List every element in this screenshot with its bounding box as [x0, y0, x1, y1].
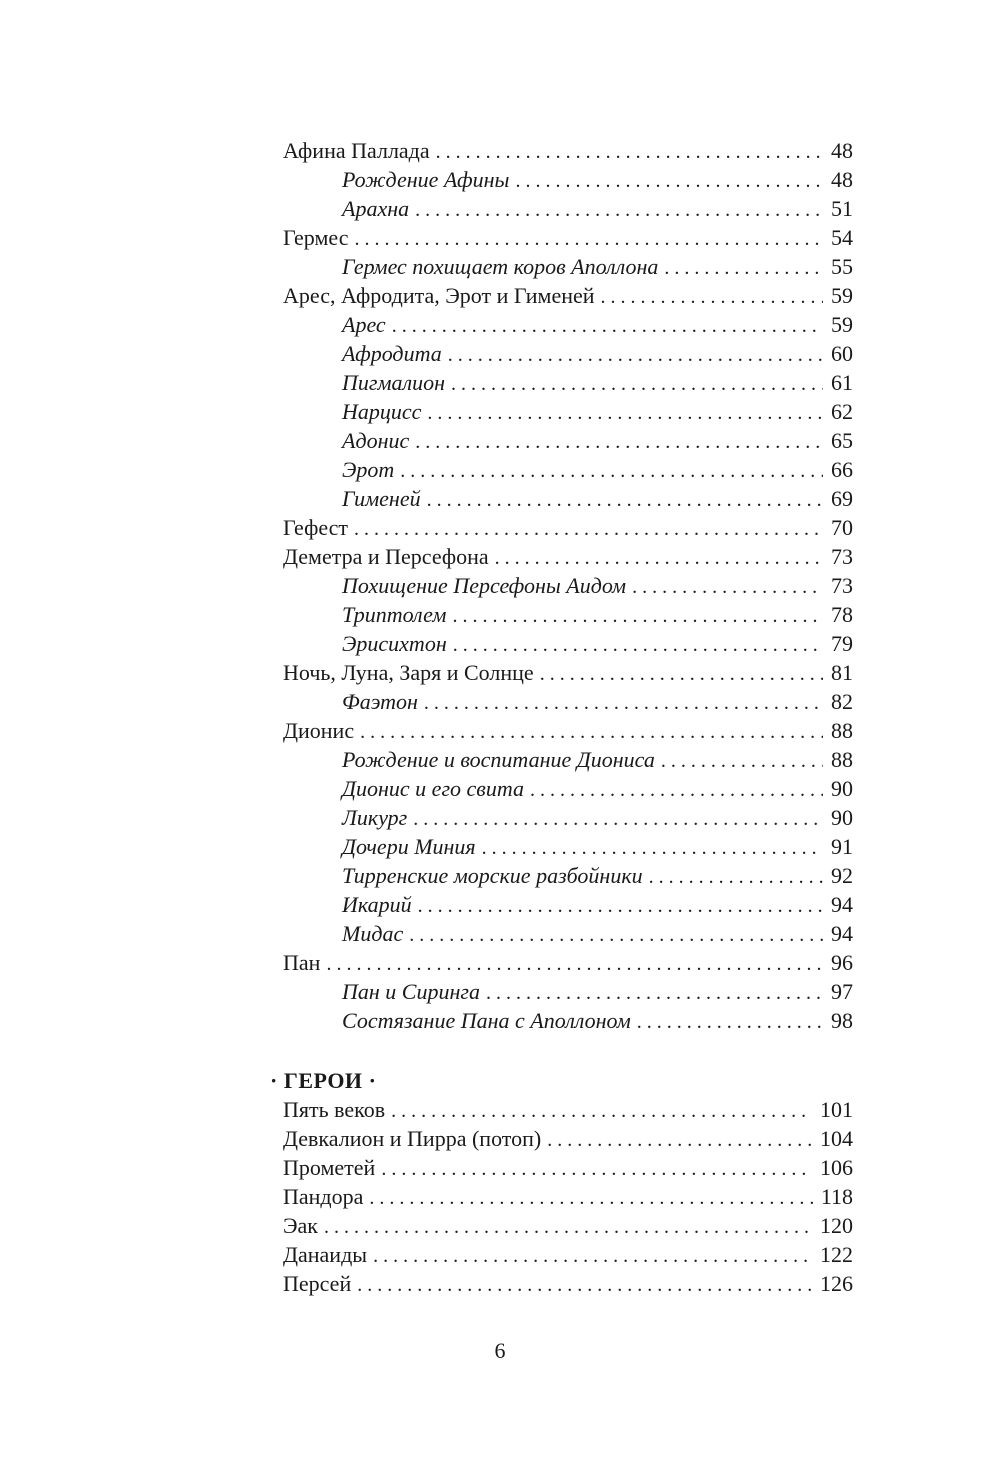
toc-dot-leader: [601, 283, 823, 312]
toc-entry-title: Гермес похищает коров Аполлона: [342, 254, 659, 279]
toc-entry-page: 48: [831, 167, 853, 192]
toc-dot-leader: [369, 1184, 812, 1213]
toc-entry-title: Гименей: [342, 486, 421, 511]
toc-entry-page: 73: [831, 573, 853, 598]
toc-entry-title: Рождение и воспитание Диониса: [342, 747, 655, 772]
toc-entry[interactable]: [283, 803, 853, 832]
toc-entry[interactable]: [283, 948, 853, 977]
toc-entry-page: 101: [820, 1097, 853, 1122]
toc-entry[interactable]: [283, 484, 853, 513]
toc-entry-page: 120: [820, 1213, 853, 1238]
toc-entry-page: 98: [831, 1008, 853, 1033]
toc-entry-page: 91: [831, 834, 853, 859]
toc-entry-title: Дионис: [283, 718, 355, 743]
toc-entry-page: 118: [820, 1184, 853, 1209]
toc-entry[interactable]: [283, 1095, 853, 1124]
heading-bullet-right: ·: [368, 1068, 377, 1093]
toc-dot-leader: [448, 341, 823, 370]
toc-entry-title: Девкалион и Пирра (потоп): [283, 1126, 542, 1151]
toc-dot-leader: [381, 1155, 812, 1184]
toc-entry-title: Пять веков: [283, 1097, 386, 1122]
toc-entry-page: 54: [831, 225, 853, 250]
toc-entry[interactable]: [283, 281, 853, 310]
toc-dot-leader: [427, 486, 823, 515]
toc-entry-title: Арес: [342, 312, 386, 337]
toc-dot-leader: [400, 457, 823, 486]
toc-entry-page: 65: [831, 428, 853, 453]
toc-entry-title: Пандора: [283, 1184, 364, 1209]
toc-entry-page: 97: [831, 979, 853, 1004]
toc-entry-page: 88: [831, 718, 853, 743]
toc-entry-title: Нарцисс: [342, 399, 422, 424]
toc-entry[interactable]: [283, 1182, 853, 1211]
toc-dot-leader: [547, 1126, 812, 1155]
toc-dot-leader: [649, 863, 823, 892]
toc-entry[interactable]: [283, 542, 853, 571]
toc-entry-title: Состязание Пана с Аполлоном: [342, 1008, 631, 1033]
toc-entry[interactable]: [283, 1124, 853, 1153]
toc-dot-leader: [354, 515, 823, 544]
toc-entry[interactable]: [283, 832, 853, 861]
toc-entry[interactable]: [283, 629, 853, 658]
toc-dot-leader: [413, 805, 823, 834]
toc-entry-title: Эак: [283, 1213, 318, 1238]
toc-entry-page: 79: [831, 631, 853, 656]
toc-entry-page: 106: [820, 1155, 853, 1180]
toc-dot-leader: [357, 1271, 812, 1300]
toc-entry[interactable]: [283, 165, 853, 194]
toc-dot-leader: [530, 776, 823, 805]
toc-dot-leader: [452, 602, 823, 631]
toc-entry-title: Арес, Афродита, Эрот и Гименей: [283, 283, 595, 308]
toc-entry-page: 48: [831, 138, 853, 163]
toc-entry-page: 90: [831, 805, 853, 830]
toc-list-gods: [283, 136, 853, 1035]
toc-entry-page: 78: [831, 602, 853, 627]
section-heading-heroes: [270, 1066, 376, 1095]
toc-entry[interactable]: [283, 426, 853, 455]
toc-entry-page: 59: [831, 312, 853, 337]
toc-entry-page: 81: [831, 660, 853, 685]
toc-dot-leader: [326, 950, 823, 979]
toc-entry-page: 122: [820, 1242, 853, 1267]
toc-dot-leader: [354, 225, 823, 254]
toc-entry-page: 59: [831, 283, 853, 308]
toc-entry-page: 70: [831, 515, 853, 540]
toc-entry-title: Фаэтон: [342, 689, 418, 714]
toc-entry[interactable]: [283, 977, 853, 1006]
toc-entry-title: Тирренские морские разбойники: [342, 863, 643, 888]
toc-entry[interactable]: [283, 600, 853, 629]
toc-entry[interactable]: [283, 1211, 853, 1240]
toc-dot-leader: [495, 544, 823, 573]
toc-entry-page: 82: [831, 689, 853, 714]
toc-entry-title: Арахна: [342, 196, 410, 221]
toc-entry-title: Персей: [283, 1271, 352, 1296]
toc-entry-page: 92: [831, 863, 853, 888]
toc-entry[interactable]: [283, 368, 853, 397]
toc-dot-leader: [453, 631, 823, 660]
toc-entry[interactable]: [283, 1240, 853, 1269]
toc-entry-page: 94: [831, 892, 853, 917]
toc-entry[interactable]: [283, 1269, 853, 1298]
toc-dot-leader: [391, 1097, 812, 1126]
toc-dot-leader: [632, 573, 823, 602]
toc-entry-page: 96: [831, 950, 853, 975]
toc-entry[interactable]: [283, 310, 853, 339]
toc-list-heroes: [283, 1095, 853, 1298]
toc-entry[interactable]: [283, 397, 853, 426]
toc-entry-title: Пан: [283, 950, 321, 975]
toc-entry-page: 61: [831, 370, 853, 395]
toc-entry-page: 104: [820, 1126, 853, 1151]
toc-dot-leader: [451, 370, 823, 399]
toc-entry-page: 88: [831, 747, 853, 772]
toc-entry[interactable]: [283, 136, 853, 165]
toc-entry[interactable]: [283, 745, 853, 774]
toc-dot-leader: [415, 428, 823, 457]
toc-entry-title: Ночь, Луна, Заря и Солнце: [283, 660, 534, 685]
toc-entry-title: Мидас: [342, 921, 404, 946]
page-number: 6: [494, 1338, 506, 1363]
toc-entry-title: Похищение Персефоны Аидом: [342, 573, 627, 598]
toc-entry-title: Триптолем: [342, 602, 447, 627]
toc-entry[interactable]: [283, 890, 853, 919]
toc-dot-leader: [661, 747, 823, 776]
toc-entry[interactable]: [283, 716, 853, 745]
toc-dot-leader: [427, 399, 823, 428]
toc-dot-leader: [424, 689, 823, 718]
toc-entry[interactable]: [283, 861, 853, 890]
toc-entry-page: 90: [831, 776, 853, 801]
toc-entry[interactable]: [283, 1153, 853, 1182]
toc-dot-leader: [415, 196, 823, 225]
toc-dot-leader: [486, 979, 823, 1008]
toc-entry-page: 66: [831, 457, 853, 482]
toc-entry[interactable]: [283, 513, 853, 542]
toc-dot-leader: [392, 312, 823, 341]
toc-entry[interactable]: [283, 223, 853, 252]
toc-entry-page: 69: [831, 486, 853, 511]
toc-dot-leader: [360, 718, 823, 747]
toc-entry-page: 51: [831, 196, 853, 221]
toc-dot-leader: [664, 254, 823, 283]
section-heading-label: ГЕРОИ: [283, 1068, 363, 1093]
toc-entry-title: Эрот: [342, 457, 395, 482]
toc-entry-title: Пигмалион: [342, 370, 446, 395]
toc-entry-title: Эрисихтон: [342, 631, 447, 656]
toc-entry-title: Прометей: [283, 1155, 376, 1180]
toc-dot-leader: [637, 1008, 823, 1037]
toc-entry-title: Гефест: [283, 515, 349, 540]
toc-entry-title: Пан и Сиринга: [342, 979, 480, 1004]
toc-entry[interactable]: [283, 252, 853, 281]
toc-entry[interactable]: [283, 194, 853, 223]
toc-entry-title: Икарий: [342, 892, 412, 917]
toc-entry-page: 60: [831, 341, 853, 366]
toc-entry[interactable]: [283, 774, 853, 803]
toc-dot-leader: [482, 834, 823, 863]
toc-entry-title: Гермес: [283, 225, 349, 250]
toc-dot-leader: [373, 1242, 812, 1271]
toc-entry[interactable]: [283, 1006, 853, 1035]
toc-entry-page: 73: [831, 544, 853, 569]
toc-entry-title: Ликург: [342, 805, 408, 830]
toc-entry-page: 62: [831, 399, 853, 424]
toc-entry[interactable]: [283, 339, 853, 368]
toc-entry-title: Афродита: [342, 341, 442, 366]
toc-entry[interactable]: [283, 687, 853, 716]
toc-entry-title: Деметра и Персефона: [283, 544, 489, 569]
toc-entry-title: Дочери Миния: [342, 834, 476, 859]
toc-entry-page: 94: [831, 921, 853, 946]
toc-entry-title: Рождение Афины: [342, 167, 510, 192]
toc-entry-title: Адонис: [342, 428, 410, 453]
toc-entry[interactable]: [283, 658, 853, 687]
toc-entry-page: 55: [831, 254, 853, 279]
toc-dot-leader: [515, 167, 823, 196]
toc-dot-leader: [418, 892, 823, 921]
toc-entry-title: Дионис и его свита: [342, 776, 524, 801]
toc-entry[interactable]: [283, 571, 853, 600]
toc-dot-leader: [324, 1213, 812, 1242]
toc-dot-leader: [540, 660, 823, 689]
toc-dot-leader: [409, 921, 823, 950]
toc-entry[interactable]: [283, 455, 853, 484]
toc-dot-leader: [436, 138, 823, 167]
toc-entry[interactable]: [283, 919, 853, 948]
toc-entry-title: Афина Паллада: [283, 138, 430, 163]
toc-entry-page: 126: [820, 1271, 853, 1296]
heading-bullet-left: ·: [270, 1068, 278, 1093]
toc-entry-title: Данаиды: [283, 1242, 368, 1267]
